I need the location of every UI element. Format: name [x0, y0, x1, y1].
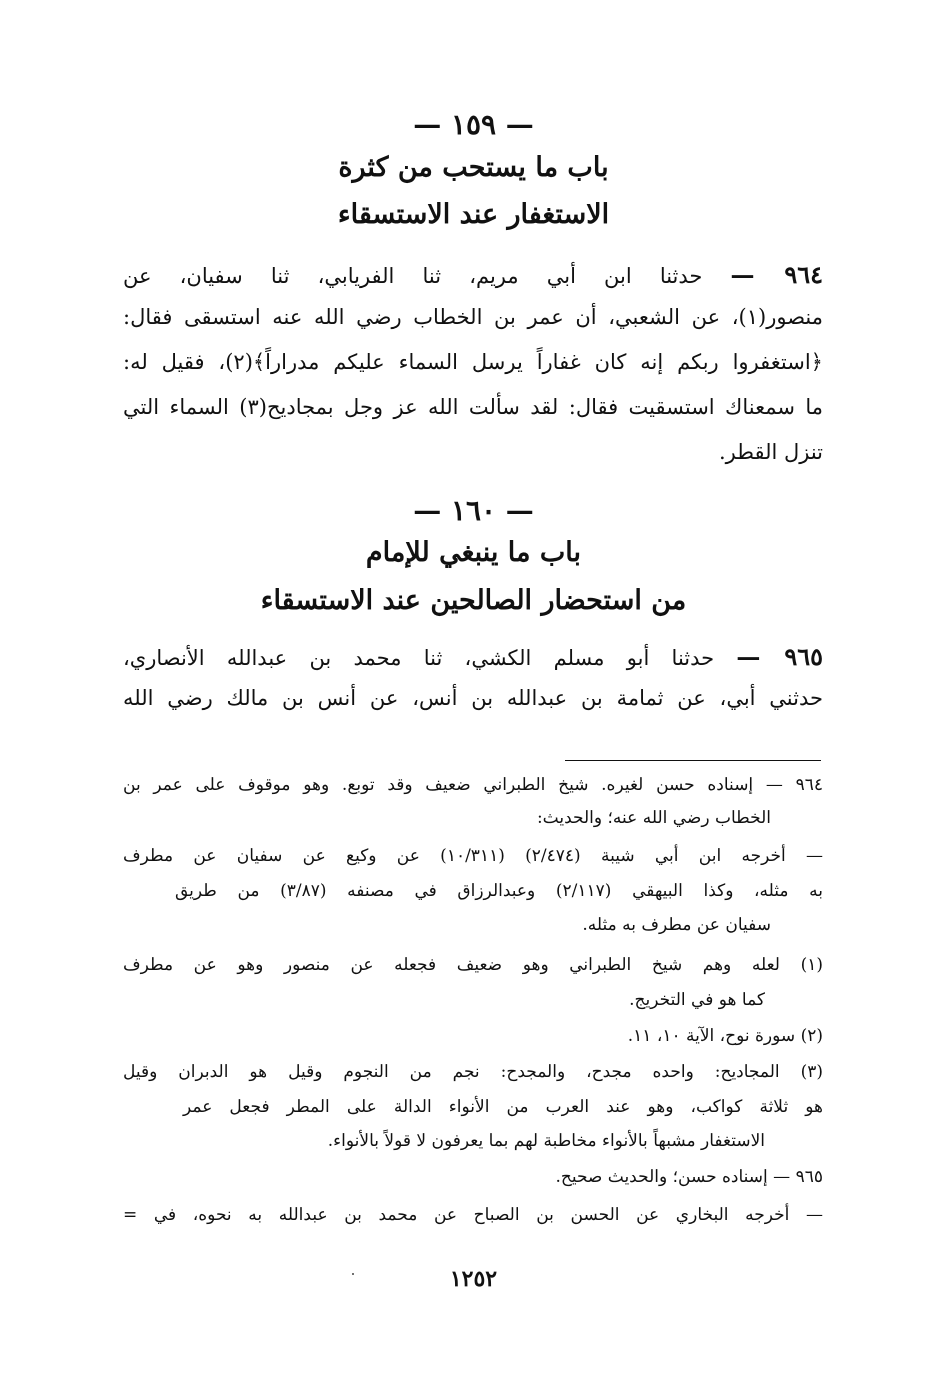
footnote-line: هو ثلاثة كواكب، وهو عند العرب من الأنواء الدالة على المطر فجعل عمر	[183, 1097, 823, 1117]
footnote-line: (١) لعله وهم شيخ الطبراني وهو ضعيف فجعله عن منصور وهو عن مطرف	[123, 955, 823, 975]
footnote-separator	[565, 760, 821, 761]
footnote-line: الخطاب رضي الله عنه؛ والحديث:	[536, 808, 771, 828]
hadith-line	[123, 260, 823, 289]
footnote-line: — أخرجه البخاري عن الحسن بن الصباح عن محمد بن عبدالله به نحوه، في =	[123, 1205, 823, 1225]
footnote-line: ٩٦٤ — إسناده حسن لغيره. شيخ الطبراني ضعيف وقد توبع. وهو موقوف على عمر بن	[123, 775, 823, 795]
hadith-line: تنزل القطر.	[718, 440, 823, 464]
hadith-number: ٩٦٤ —	[730, 260, 823, 289]
hadith-line: ﴿استغفروا ربكم إنه كان غفاراً يرسل السماء عليكم مدراراً﴾(٢)، فقيل له:	[123, 350, 823, 374]
chapter-title-line: باب ما يستحب من كثرة	[338, 152, 609, 183]
page-number: ١٢٥٢	[449, 1266, 498, 1292]
footnote-line: سفيان عن مطرف به مثله.	[582, 915, 771, 935]
footnote-line: — أخرجه ابن أبي شيبة (٢/٤٧٤) (١٠/٣١١) عن وكيع عن سفيان عن مطرف	[123, 846, 823, 866]
footnote-line: به مثله، وكذا البيهقي (٢/١١٧) وعبدالرزاق في مصنفه (٣/٨٧) من طريق	[175, 881, 824, 901]
hadith-line	[123, 642, 823, 671]
chapter-title-line: الاستغفار عند الاستسقاء	[337, 199, 610, 230]
scan-speck	[352, 1273, 354, 1275]
chapter-number: — ١٥٩ —	[413, 108, 534, 141]
hadith-number: ٩٦٥ —	[736, 642, 824, 671]
hadith-text: حدثنا أبو مسلم الكشي، ثنا محمد بن عبدالله الأنصاري،	[123, 646, 715, 670]
footnote-line: كما هو في التخريج.	[629, 990, 765, 1010]
hadith-line: منصور(١)، عن الشعبي، أن عمر بن الخطاب رضي الله عنه استسقى فقال:	[123, 305, 823, 329]
hadith-line: ما سمعناك استسقيت فقال: لقد سألت الله عز وجل بمجاديح(٣) السماء التي	[123, 395, 823, 419]
chapter-title-line: باب ما ينبغي للإمام	[365, 537, 582, 568]
footnote-line: (٣) المجاديح: واحده مجدح، والمجدح: نجم من النجوم وقيل هو الدبران وقيل	[123, 1062, 823, 1082]
footnote-line: ٩٦٥ — إسناده حسن؛ والحديث صحيح.	[555, 1167, 823, 1187]
chapter-title-line: من استحضار الصالحين عند الاستسقاء	[260, 585, 687, 616]
hadith-text: حدثنا ابن أبي مريم، ثنا الفريابي، ثنا سفيان، عن	[123, 264, 703, 288]
chapter-number: — ١٦٠ —	[413, 494, 534, 527]
hadith-line: حدثني أبي، عن ثمامة بن عبدالله بن أنس، عن أنس بن مالك رضي الله	[123, 686, 823, 710]
footnote-line: (٢) سورة نوح، الآية ١٠، ١١.	[627, 1026, 823, 1046]
footnote-line: الاستغفار مشبهاً بالأنواء مخاطبة لهم بما يعرفون لا قولاً بالأنواء.	[327, 1131, 765, 1151]
